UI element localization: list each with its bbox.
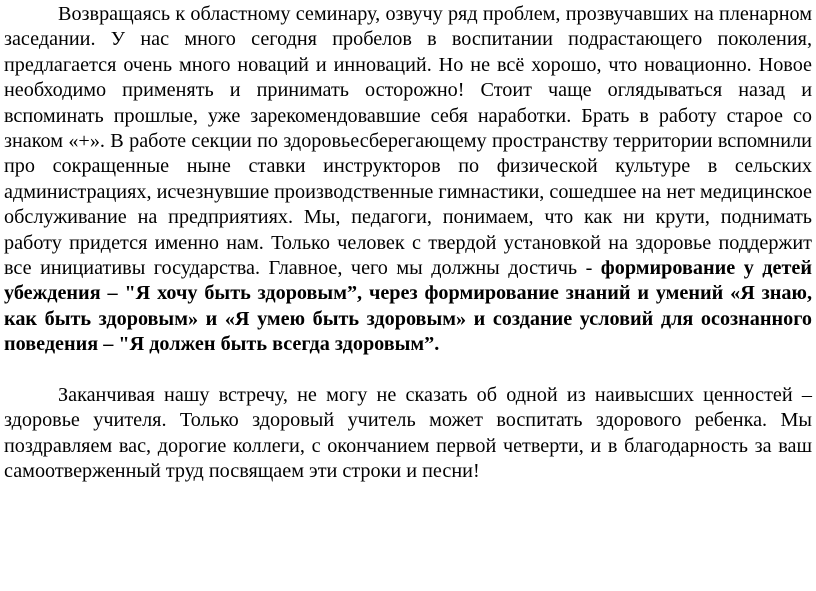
paragraph-seminar — [4, 2, 812, 358]
paragraph-closing-text: Заканчивая нашу встречу, не могу не сказать об одной из наивысших ценностей – здоровье учителя. Только здоровый учитель может воспитать здорового ребенка. Мы поздравляем вас, дорогие коллеги, с окончанием первой четверти, и в благодарность за ваш самоотверженный труд посвящаем эти строки и песни! — [4, 383, 812, 482]
paragraph-closing — [4, 383, 812, 485]
paragraph-seminar-text: Возвращаясь к областному семинару, озвучу ряд проблем, прозвучавших на пленарном заседании. У нас много сегодня пробелов в воспитании подрастающего поколения, предлагается очень много новаций и инноваций. Но не всё хорошо, что новационно. Новое необходимо применять и принимать осторожно! Стоит чаще оглядываться назад и вспоминать прошлые, уже зарекомендовавшие себя наработки. Брать в работу старое со знаком «+». В работе секции по здоровьесберегающему пространству территории вспомнили про сокращенные ныне ставки инструкторов по физической культуре в сельских администрациях, исчезнувшие производственные гимнастики, сошедшее на нет медицинское обслуживание на предприятиях. Мы, педагоги, понимаем, что как ни крути, поднимать работу придется именно нам. Только человек с твердой установкой на здоровье поддержит все инициативы государства. Главное, чего мы должны достичь - — [4, 3, 812, 280]
paragraph-seminar-bold-text: формирование у детей убеждения – "Я хочу быть здоровым”, через формирование знаний и умений «Я знаю, как быть здоровым» и «Я умею быть здоровым» и создание условий для осознанного поведения – "Я должен быть всегда здоровым”. — [4, 257, 812, 356]
